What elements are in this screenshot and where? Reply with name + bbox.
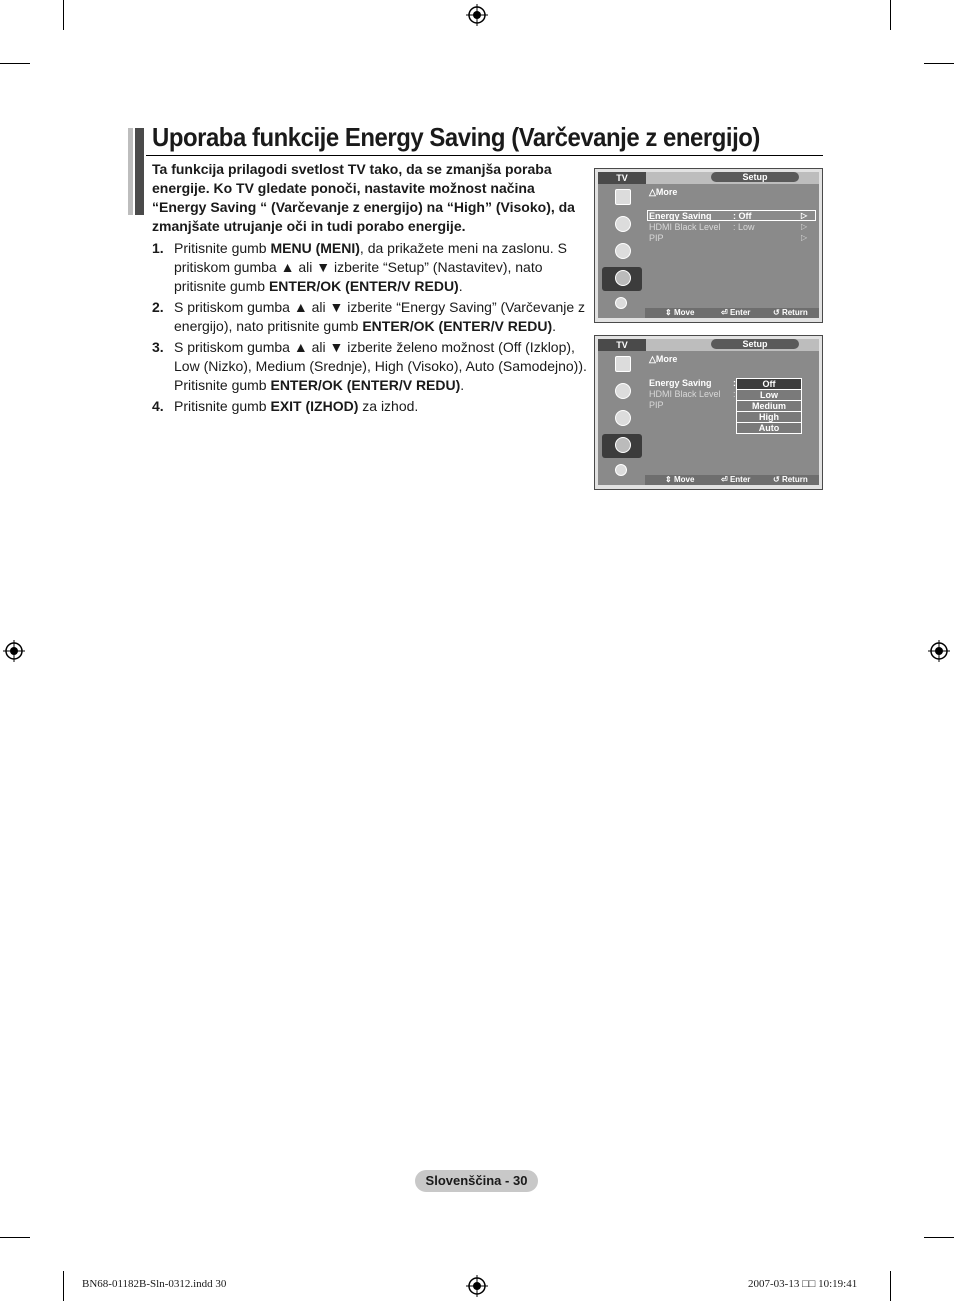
step-item: 3. S pritiskom gumba ▲ ali ▼ izberite želeno možnost (Off (Izklop), Low (Nizko), Medium (Srednje), High (Visoko), Auto (Samodejno)). Pritisnite gumb ENTER/OK (ENTER/V REDU). — [152, 339, 587, 393]
print-file-label: BN68-01182B-Sln-0312.indd 30 — [82, 1278, 227, 1290]
move-hint: ⇕ Move — [665, 308, 695, 317]
menu-row: PIP — [649, 400, 664, 410]
dropdown-option: Low — [736, 390, 802, 401]
menu-row: Energy Saving : — [649, 378, 736, 388]
crop-mark — [924, 63, 954, 64]
arrow-right-icon: ▷ — [801, 233, 808, 242]
setup-icon — [602, 434, 642, 458]
intro-paragraph: Ta funkcija prilagodi svetlost TV tako, da se zmanjša poraba energije. Ko TV gledate ponoči, nastavite možnost načina “Energy Saving “ (Varčevanje z energijo) na “High” (Visoko), da zmanjšate utrujanje oči in tudi porabo energije. — [152, 161, 575, 234]
steps-list — [152, 239, 588, 418]
more-label: △More — [649, 354, 678, 364]
more-label: △More — [649, 187, 678, 197]
menu-sidebar — [598, 351, 645, 485]
menu-sidebar — [598, 184, 645, 318]
registration-mark-icon — [928, 640, 950, 662]
dropdown-option: Medium — [736, 401, 802, 412]
enter-hint: ⏎ Enter — [721, 308, 751, 317]
step-item: 2. S pritiskom gumba ▲ ali ▼ izberite “Energy Saving” (Varčevanje z energijo), nato pritisnite gumb ENTER/OK (ENTER/V REDU). — [152, 299, 586, 334]
crop-mark — [0, 1237, 30, 1238]
nav-hints — [645, 475, 819, 485]
return-hint: ↺ Return — [773, 308, 808, 317]
tv-tab: TV — [598, 172, 646, 184]
step-number: 1. — [152, 240, 164, 256]
step-number: 3. — [152, 339, 164, 355]
dropdown-option: High — [736, 412, 802, 423]
menu-row: HDMI Black Level : Low ▷ — [649, 222, 808, 232]
crop-mark — [0, 63, 30, 64]
menu-row: HDMI Black Level : — [649, 389, 736, 399]
crop-mark — [63, 0, 64, 30]
crop-mark — [890, 0, 891, 30]
title-accent-bars — [128, 128, 144, 215]
step-item: 4. Pritisnite gumb EXIT (IZHOD) za izhod. — [152, 398, 419, 414]
nav-hints — [645, 308, 819, 318]
page-title: Uporaba funkcije Energy Saving (Varčevanje z energijo) — [152, 122, 760, 152]
picture-icon — [602, 186, 642, 210]
input-icon — [602, 461, 642, 485]
sound-icon — [602, 213, 642, 237]
menu-panel — [645, 184, 819, 318]
menu-row: PIP ▷ — [649, 233, 808, 243]
title-rule — [146, 155, 823, 156]
crop-mark — [890, 1271, 891, 1301]
step-item: 1. Pritisnite gumb MENU (MENI), da prikažete meni na zaslonu. S pritiskom gumba ▲ ali ▼ izberite “Setup” (Nastavitev), nato pritisnite gumb ENTER/OK (ENTER/V REDU). — [152, 240, 567, 294]
picture-icon — [602, 353, 642, 377]
enter-hint: ⏎ Enter — [721, 475, 751, 484]
move-hint: ⇕ Move — [665, 475, 695, 484]
channel-icon — [602, 240, 642, 264]
energy-saving-dropdown — [736, 378, 802, 434]
setup-header: Setup — [711, 172, 799, 182]
tv-tab: TV — [598, 339, 646, 351]
print-date-label: 2007-03-13 □□ 10:19:41 — [748, 1278, 858, 1290]
arrow-right-icon: ▷ — [801, 222, 808, 231]
channel-icon — [602, 407, 642, 431]
menu-row: Energy Saving : Off ▷ — [649, 211, 808, 221]
input-icon — [602, 294, 642, 318]
setup-icon — [602, 267, 642, 291]
registration-mark-icon — [466, 1275, 488, 1297]
sound-icon — [602, 380, 642, 404]
dropdown-option: Auto — [736, 423, 802, 434]
registration-mark-icon — [466, 4, 488, 26]
dropdown-option: Off — [736, 378, 802, 390]
arrow-right-icon: ▷ — [801, 211, 808, 220]
return-hint: ↺ Return — [773, 475, 808, 484]
crop-mark — [63, 1271, 64, 1301]
step-number: 2. — [152, 299, 164, 315]
tv-menu-screenshot-2 — [594, 335, 823, 490]
step-number: 4. — [152, 398, 164, 414]
crop-mark — [924, 1237, 954, 1238]
tv-menu-screenshot-1 — [594, 168, 823, 323]
setup-header: Setup — [711, 339, 799, 349]
page-number-badge: Slovenščina - 30 — [415, 1170, 538, 1192]
registration-mark-icon — [3, 640, 25, 662]
